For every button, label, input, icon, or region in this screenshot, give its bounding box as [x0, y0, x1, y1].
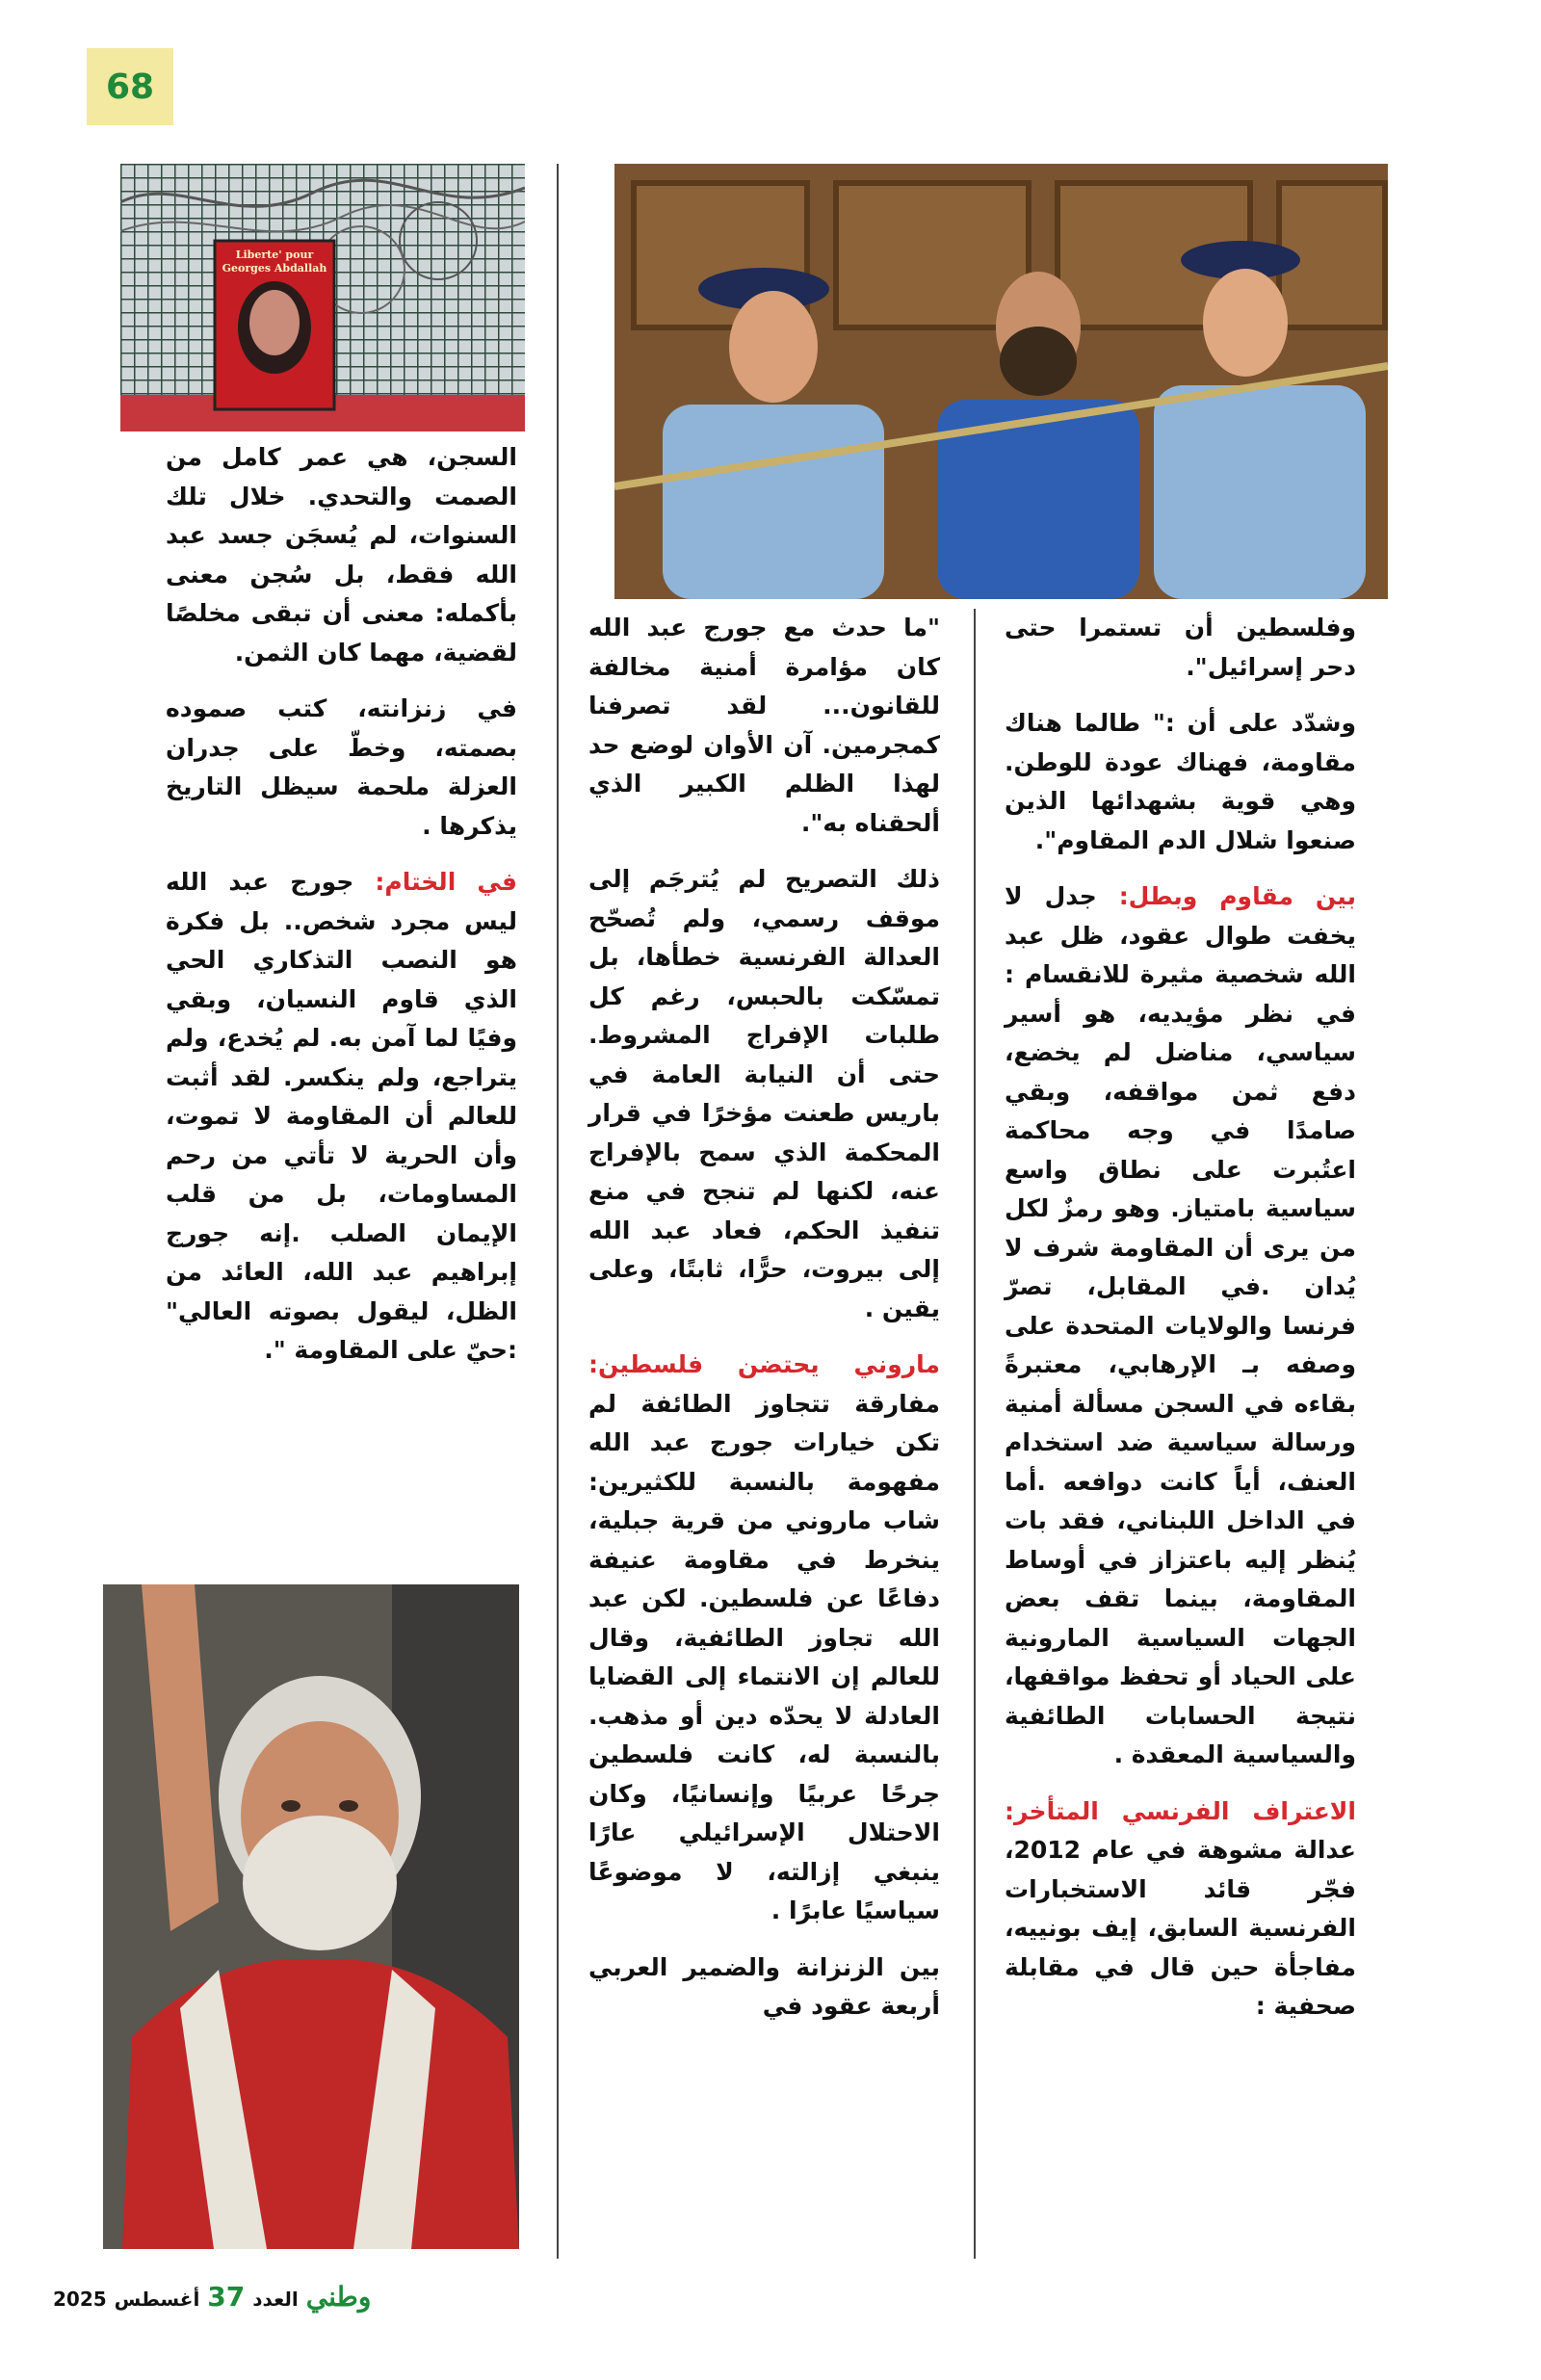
fence-illustration	[120, 164, 525, 432]
subheading-french-admission: الاعتراف الفرنسي المتأخر:	[1005, 1796, 1356, 1825]
prison-fence-photo	[120, 164, 525, 432]
paragraph: وشدّد على أن :" طالما هناك مقاومة، فهناك عودة للوطن. وهي قوية بشهدائها الذين صنعوا شلال الدم المقاوم".	[1005, 709, 1356, 854]
portrait-photo	[103, 1584, 519, 2249]
page-number: 68	[87, 48, 173, 125]
column-divider-left	[557, 164, 559, 2259]
article-column-middle	[588, 609, 940, 2044]
footer-issue-number: 37	[207, 2281, 246, 2313]
portrait-illustration	[103, 1584, 519, 2249]
paragraph: في الختام: جورج عبد الله ليس مجرد شخص.. بل فكرة هو النصب التذكاري الحي الذي قاوم النسيان، وبقي وفيًا لما آمن به. لم يُخدع، ولم يتراجع، ولم ينكسر. لقد أثبت للعالم أن المقاومة لا تموت، وأن الحرية لا تأتي من رحم المساومات، بل من قلب الإيمان الصلب .إنه جورج إبراهيم عبد الله، العائد من الظل، ليقول بصوته العالي" :حيّ على المقاومة ".	[166, 868, 517, 1364]
article-column-left	[166, 438, 517, 1388]
paragraph: ذلك التصريح لم يُترجَم إلى موقف رسمي، ولم تُصحّح العدالة الفرنسية خطأها، بل تمسّكت بالحبس، رغم كل طلبات الإفراج المشروط. حتى أن النيابة العامة في باريس طعنت مؤخرًا في قرار المحكمة الذي سمح بالإفراج عنه، لكنها لم تنجح في منع تنفيذ الحكم، فعاد عبد الله إلى بيروت، حرًّا، ثابتًا، وعلى يقين .	[588, 865, 940, 1322]
column-divider-right	[974, 609, 976, 2259]
paragraph: بين الزنزانة والضمير العربي أربعة عقود في	[588, 1952, 940, 2020]
paragraph: وفلسطين أن تستمرا حتى دحر إسرائيل".	[1005, 614, 1356, 681]
paragraph: ماروني يحتضن فلسطين: مفارقة تتجاوز الطائفة لم تكن خيارات جورج عبد الله مفهومة بالنسبة للكثيرين: شاب ماروني من قرية جبلية، ينخرط في مقاومة عنيفة دفاعًا عن فلسطين. لكن عبد الله تجاوز الطائفية، وقال للعالم إن الانتماء إلى القضايا العادلة لا يحدّه دين أو مذهب. بالنسبة له، كانت فلسطين جرحًا عربيًا وإنسانيًا، وكان الاحتلال الإسرائيلي عارًا ينبغي إزالته، لا موضوعًا سياسيًا عابرًا .	[588, 1350, 940, 1924]
poster-caption-1: Liberte' pour	[235, 248, 314, 261]
paragraph: بين مقاوم وبطل: جدل لا يخفت طوال عقود، ظل عبد الله شخصية مثيرة للانقسام : في نظر مؤيديه، هو أسير سياسي، مناضل لم يخضع، دفع ثمن مواقفه، وبقي صامدًا في وجه محاكمة اعتُبرت على نطاق واسع سياسية بامتياز. وهو رمزٌ لكل من يرى أن المقاومة شرف لا يُدان .في المقابل، تصرّ فرنسا والولايات المتحدة على وصفه بـ الإرهابي، معتبرةً بقاءه في السجن مسألة أمنية ورسالة سياسية ضد استخدام العنف، أياً كانت دوافعه .أما في الداخل اللبناني، فقد بات يُنظر إليه باعتزاز في أوساط المقاومة، بينما تقف بعض الجهات السياسية المارونية على الحياد أو تحفظ مواقفها، نتيجة الحسابات الطائفية والسياسية المعقدة .	[1005, 882, 1356, 1768]
footer-issue-label: العدد	[252, 2288, 299, 2311]
poster-caption-2: Georges Abdallah	[222, 262, 327, 275]
subheading-maronite: ماروني يحتضن فلسطين:	[588, 1350, 940, 1378]
courtroom-illustration	[614, 164, 1388, 599]
paragraph: "ما حدث مع جورج عبد الله كان مؤامرة أمنية مخالفة للقانون... لقد تصرفنا كمجرمين. آن الأوان لوضع حد لهذا الظلم الكبير الذي ألحقناه به".	[588, 614, 940, 837]
subheading-conclusion: في الختام:	[375, 868, 517, 896]
courtroom-photo	[614, 164, 1388, 599]
footer-brand-logo: وطني	[305, 2281, 372, 2313]
paragraph: السجن، هي عمر كامل من الصمت والتحدي. خلال تلك السنوات، لم يُسجَن جسد عبد الله فقط، بل سُجن معنى بأكمله: معنى أن تبقى مخلصًا لقضية، مهما كان الثمن.	[166, 443, 517, 667]
paragraph: في زنزانته، كتب صموده بصمته، وخطّ على جدران العزلة ملحمة سيظل التاريخ يذكرها .	[166, 694, 517, 840]
subheading-hero: بين مقاوم وبطل:	[1118, 882, 1356, 910]
footer-month: أغسطس	[114, 2288, 200, 2311]
paragraph: الاعتراف الفرنسي المتأخر: عدالة مشوهة في عام 2012، فجّر قائد الاستخبارات الفرنسية السابق، إيف بونييه، مفاجأة حين قال في مقابلة صحفية :	[1005, 1796, 1356, 2020]
article-column-right	[1005, 609, 1356, 2044]
page-footer	[53, 2281, 371, 2313]
footer-year: 2025	[53, 2288, 107, 2311]
